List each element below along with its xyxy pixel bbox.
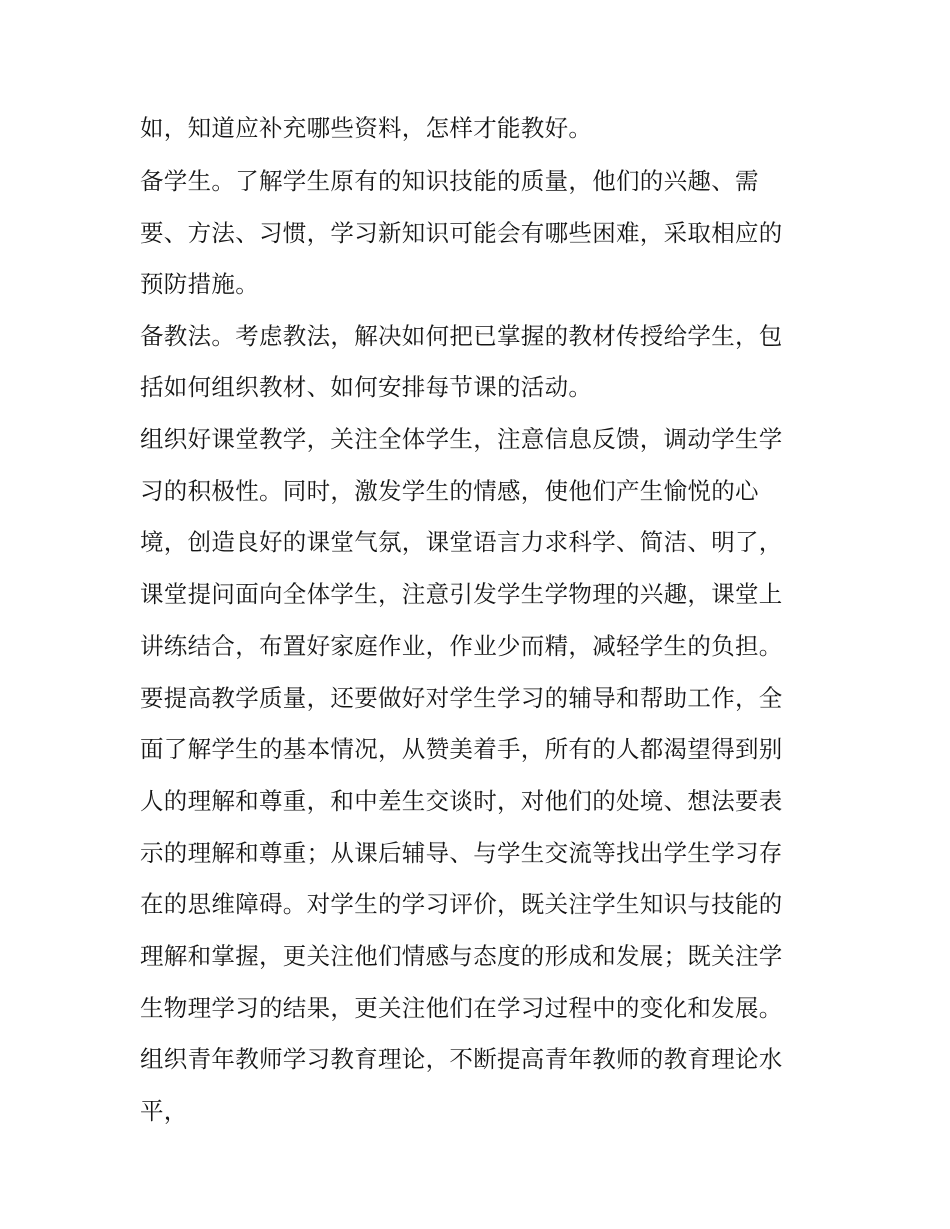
text-line: 预防措施。 (140, 270, 259, 298)
text-line: 习的积极性。同时，激发学生的情感，使他们产生愉悦的心 (140, 477, 759, 505)
text-line: 生物理学习的结果，更关注他们在学习过程中的变化和发展。 (140, 994, 783, 1022)
text-line: 组织好课堂教学，关注全体学生，注意信息反馈，调动学生学 (140, 425, 783, 453)
text-line: 备学生。了解学生原有的知识技能的质量，他们的兴趣、需 (140, 167, 759, 195)
text-line: 面了解学生的基本情况，从赞美着手，所有的人都渴望得到别 (140, 735, 783, 763)
text-line: 在的思维障碍。对学生的学习评价，既关注学生知识与技能的 (140, 890, 783, 918)
text-line: 境，创造良好的课堂气氛，课堂语言力求科学、简洁、明了， (140, 528, 783, 556)
text-line: 人的理解和尊重，和中差生交谈时，对他们的处境、想法要表 (140, 787, 783, 815)
text-line: 备教法。考虑教法，解决如何把已掌握的教材传授给学生，包 (140, 322, 783, 350)
text-line: 括如何组织教材、如何安排每节课的活动。 (140, 373, 593, 401)
text-line: 要提高教学质量，还要做好对学生学习的辅导和帮助工作，全 (140, 684, 783, 712)
text-line: 讲练结合，布置好家庭作业，作业少而精，减轻学生的负担。 (140, 632, 783, 660)
text-line: 要、方法、习惯，学习新知识可能会有哪些困难，采取相应的 (140, 219, 783, 247)
text-line: 平， (140, 1097, 188, 1125)
text-line: 组织青年教师学习教育理论，不断提高青年教师的教育理论水 (140, 1045, 783, 1073)
text-line: 课堂提问面向全体学生，注意引发学生学物理的兴趣，课堂上 (140, 580, 783, 608)
text-line: 理解和掌握，更关注他们情感与态度的形成和发展；既关注学 (140, 942, 783, 970)
text-line: 如，知道应补充哪些资料，怎样才能教好。 (140, 114, 593, 142)
text-line: 示的理解和尊重；从课后辅导、与学生交流等找出学生学习存 (140, 839, 783, 867)
